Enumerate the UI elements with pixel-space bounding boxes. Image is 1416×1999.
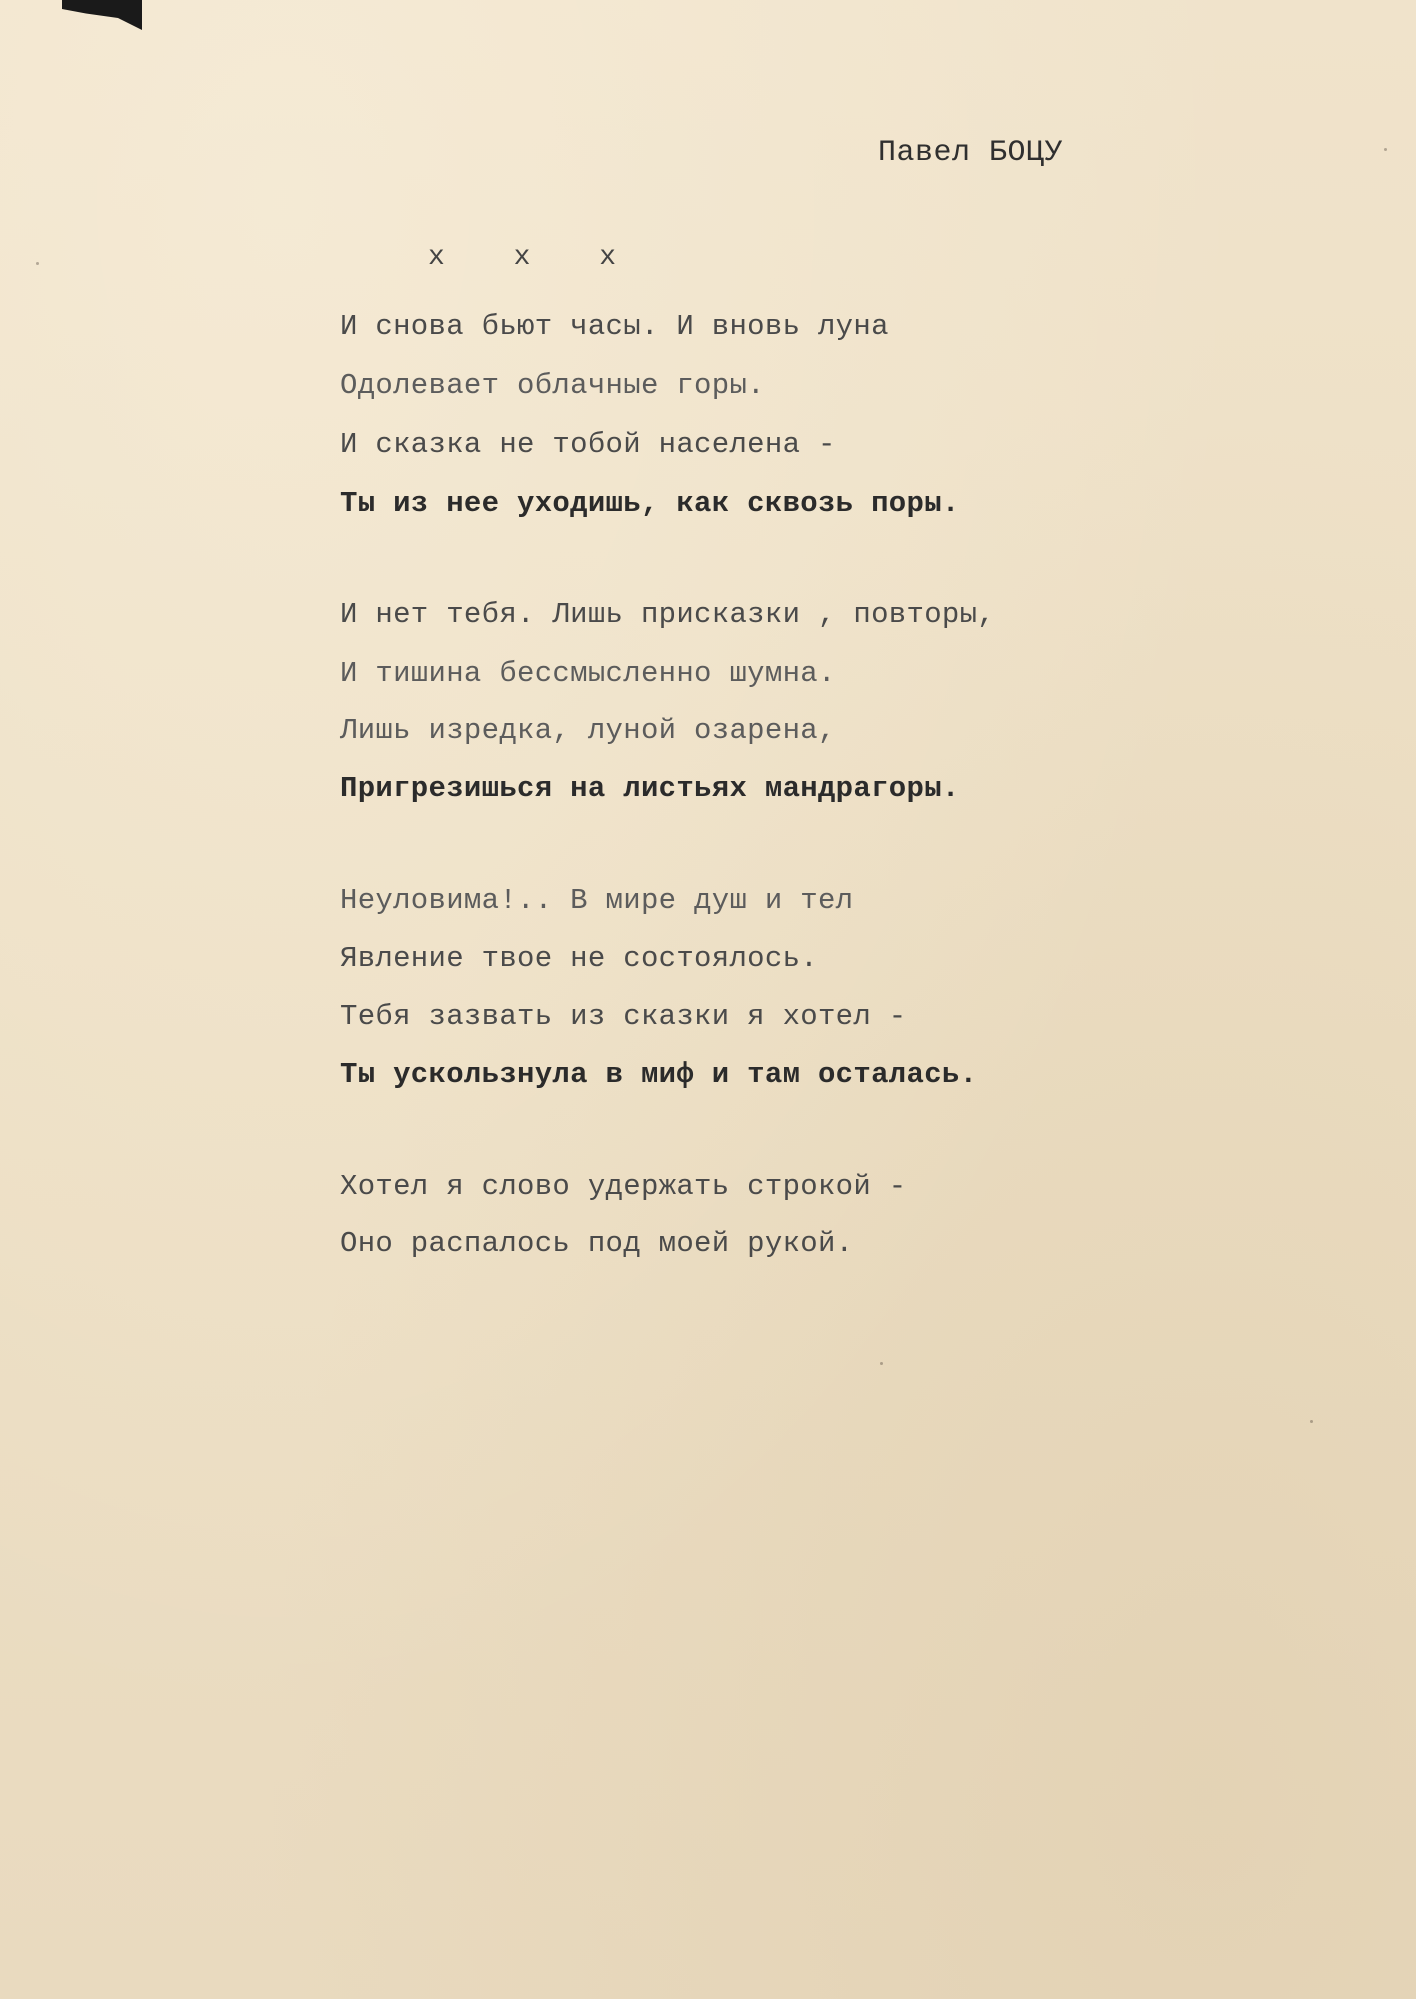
torn-corner-mark [62, 0, 142, 30]
poem-line: Неуловима!.. В мире душ и тел [340, 884, 854, 917]
poem-line: Пригрезишься на листьях мандрагоры. [340, 772, 960, 805]
poem-line: Явление твое не состоялось. [340, 942, 818, 975]
poem-line: И сказка не тобой населена - [340, 428, 836, 461]
author-name: Павел БОЦУ [878, 136, 1064, 170]
section-separator: x x x [428, 242, 617, 273]
poem-line: И снова бьют часы. И вновь луна [340, 310, 889, 343]
poem-line: И тишина бессмысленно шумна. [340, 657, 836, 690]
paper-speck [1310, 1420, 1313, 1423]
poem-line: Ты из нее уходишь, как сквозь поры. [340, 487, 960, 520]
poem-line: Оно распалось под моей рукой. [340, 1227, 854, 1260]
paper-speck [36, 262, 39, 265]
poem-line: Лишь изредка, луной озарена, [340, 714, 836, 747]
poem-line: Хотел я слово удержать строкой - [340, 1170, 907, 1203]
paper-speck [880, 1362, 883, 1365]
poem-line: Одолевает облачные горы. [340, 369, 765, 402]
poem-line: И нет тебя. Лишь присказки , повторы, [340, 598, 996, 631]
paper-speck [1384, 148, 1387, 151]
poem-line: Тебя зазвать из сказки я хотел - [340, 1000, 907, 1033]
poem-line: Ты ускользнула в миф и там осталась. [340, 1058, 978, 1091]
